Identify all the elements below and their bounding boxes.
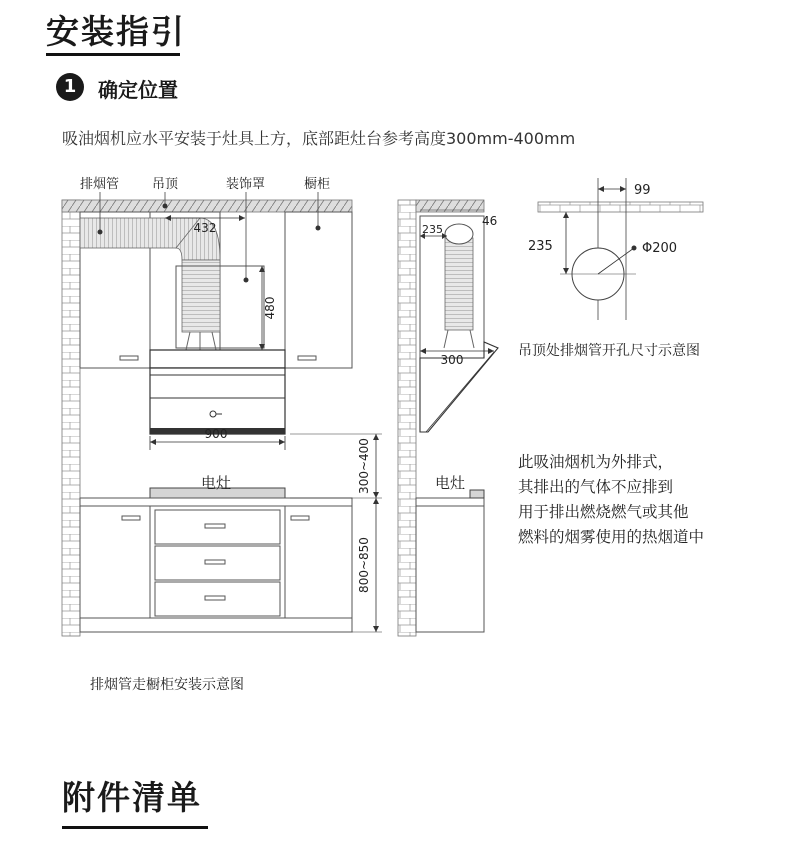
hole-diagram-caption: 吊顶处排烟管开孔尺寸示意图 <box>518 343 700 359</box>
lower-cabinet-right <box>285 506 352 618</box>
install-height-description: 吸油烟机应水平安装于灶具上方，底部距灶台参考高度300mm-400mm <box>62 129 576 148</box>
step-title: 确定位置 <box>98 78 178 102</box>
label-stove-front: 电灶 <box>200 474 232 492</box>
label-exhaust-pipe: 排烟管 <box>80 177 120 192</box>
dim-235-hole: 235 <box>528 239 553 254</box>
label-ceiling: 吊顶 <box>152 177 179 192</box>
note-line: 此吸油烟机为外排式， <box>518 453 674 471</box>
side-pipe <box>445 238 473 330</box>
label-decor-cover: 装饰罩 <box>226 177 266 192</box>
label-cabinet: 橱柜 <box>304 177 331 192</box>
exhaust-pipe-vertical <box>182 260 220 332</box>
dim-300-side: 300 <box>440 353 464 367</box>
section-title-install-guide: 安装指引 <box>46 12 186 51</box>
lower-cabinet-left <box>80 506 150 618</box>
countertop <box>80 498 352 506</box>
dim-480: 480 <box>263 296 277 320</box>
side-wall <box>398 200 416 636</box>
note-line: 用于排出燃烧燃气或其他 <box>518 503 689 521</box>
hood-control-icon <box>210 411 216 417</box>
external-exhaust-note <box>518 450 704 550</box>
kickboard <box>80 618 352 632</box>
dim-300-400: 300~400 <box>357 438 371 494</box>
ceiling-hole-diagram <box>528 178 703 320</box>
dim-432: 432 <box>193 221 217 235</box>
dim-99: 99 <box>634 183 651 198</box>
section-title-underline <box>46 53 180 56</box>
side-lower-cabinet <box>416 506 484 632</box>
front-diagram-caption: 排烟管走橱柜安装示意图 <box>90 677 244 693</box>
section-title-underline <box>62 826 208 829</box>
upper-cabinet-right <box>285 212 352 368</box>
dim-800-850: 800~850 <box>357 537 371 593</box>
step-number-badge: 1 <box>56 73 84 101</box>
ceiling-slab <box>62 200 352 212</box>
hole-ceiling <box>538 202 703 212</box>
hood-top <box>150 350 285 368</box>
dim-46: 46 <box>482 214 498 228</box>
cabinet-handle <box>120 356 138 360</box>
dim-900: 900 <box>204 427 228 441</box>
note-line: 其排出的气体不应排到 <box>518 478 674 496</box>
left-wall <box>62 200 80 636</box>
side-view-diagram <box>398 200 498 636</box>
section-title-accessory-list: 附件清单 <box>62 778 202 817</box>
cabinet-handle <box>298 356 316 360</box>
dim-phi-200: Φ200 <box>642 241 678 256</box>
installation-diagram <box>0 170 790 710</box>
front-view-diagram <box>62 176 382 636</box>
note-line: 燃料的烟雾使用的热烟道中 <box>518 528 705 546</box>
label-stove-side: 电灶 <box>434 474 466 492</box>
dim-235-side: 235 <box>422 223 443 236</box>
hood-body <box>150 368 285 434</box>
